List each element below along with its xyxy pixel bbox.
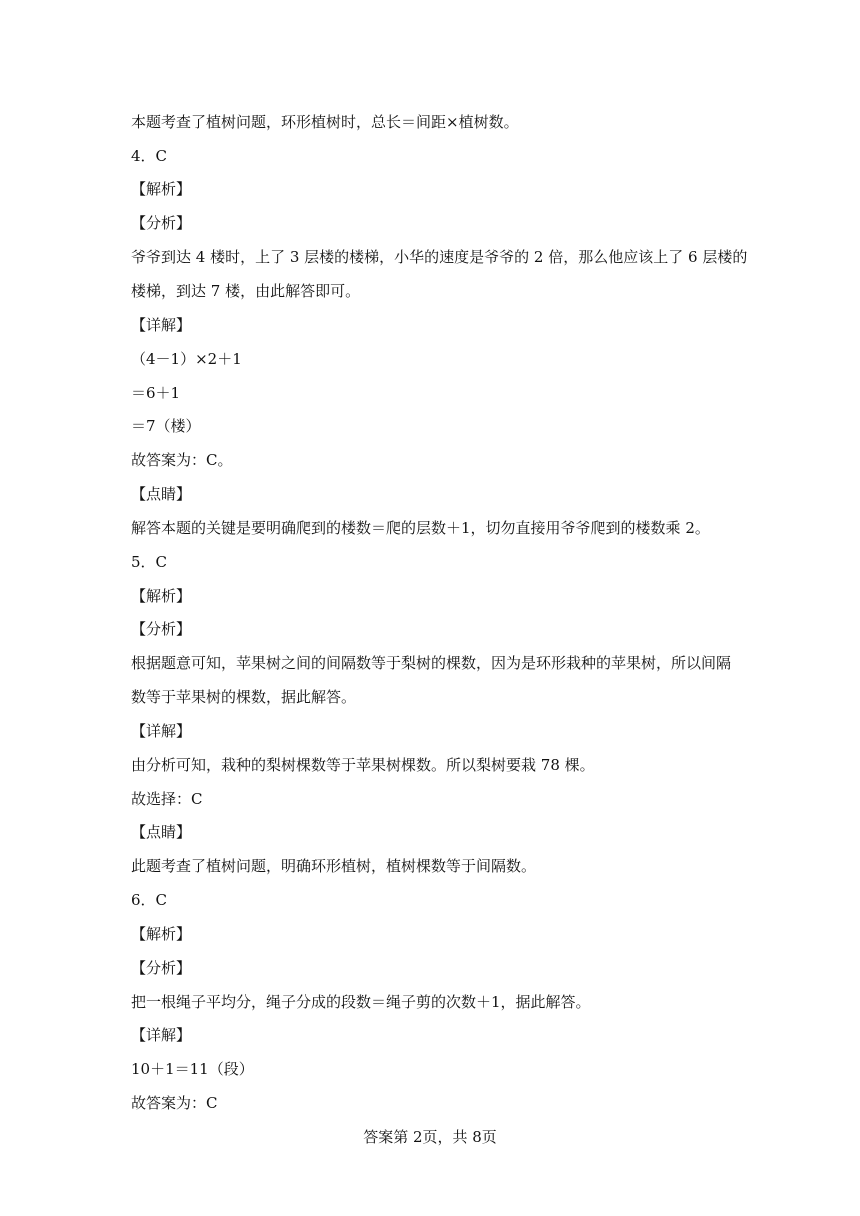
answer-heading: 6．C xyxy=(131,891,168,909)
equation-line: 10＋1＝11（段） xyxy=(131,1060,254,1078)
text-line: 解答本题的关键是要明确爬到的楼数＝爬的层数＋1，切勿直接用爷爷爬到的楼数乘 2。 xyxy=(131,519,710,537)
equation-line: ＝6＋1 xyxy=(131,384,181,402)
text-line: 楼梯，到达 7 楼，由此解答即可。 xyxy=(131,282,361,300)
text-line: 由分析可知，栽种的梨树棵数等于苹果树棵数。所以梨树要栽 78 棵。 xyxy=(131,756,595,774)
text-line: 数等于苹果树的棵数，据此解答。 xyxy=(131,688,357,706)
text-line: 故选择：C xyxy=(131,790,203,808)
section-label: 【解析】 xyxy=(131,587,192,605)
text-line: 爷爷到达 4 楼时，上了 3 层楼的楼梯，小华的速度是爷爷的 2 倍，那么他应该上了 6 层楼的 xyxy=(131,248,748,266)
answer-heading: 4．C xyxy=(131,147,168,165)
answer-heading: 5．C xyxy=(131,553,168,571)
section-label: 【解析】 xyxy=(131,180,192,198)
text-line: 本题考查了植树问题，环形植树时，总长＝间距×植树数。 xyxy=(131,113,519,131)
text-line: 故答案为：C。 xyxy=(131,451,233,469)
section-label: 【分析】 xyxy=(131,959,192,977)
section-label: 【详解】 xyxy=(131,722,192,740)
section-label: 【详解】 xyxy=(131,316,192,334)
page-footer: 答案第 2页，共 8页 xyxy=(363,1128,497,1146)
section-label: 【解析】 xyxy=(131,925,192,943)
section-label: 【点睛】 xyxy=(131,823,192,841)
text-line: 把一根绳子平均分，绳子分成的段数＝绳子剪的次数＋1，据此解答。 xyxy=(131,993,591,1011)
section-label: 【详解】 xyxy=(131,1026,192,1044)
section-label: 【点睛】 xyxy=(131,485,192,503)
equation-line: （4－1）×2＋1 xyxy=(131,350,242,368)
text-line: 此题考查了植树问题，明确环形植树，植树棵数等于间隔数。 xyxy=(131,857,537,875)
text-line: 根据题意可知，苹果树之间的间隔数等于梨树的棵数，因为是环形栽种的苹果树，所以间隔 xyxy=(131,654,732,672)
section-label: 【分析】 xyxy=(131,620,192,638)
section-label: 【分析】 xyxy=(131,214,192,232)
equation-line: ＝7（楼） xyxy=(131,417,201,435)
text-line: 故答案为：C xyxy=(131,1094,218,1112)
